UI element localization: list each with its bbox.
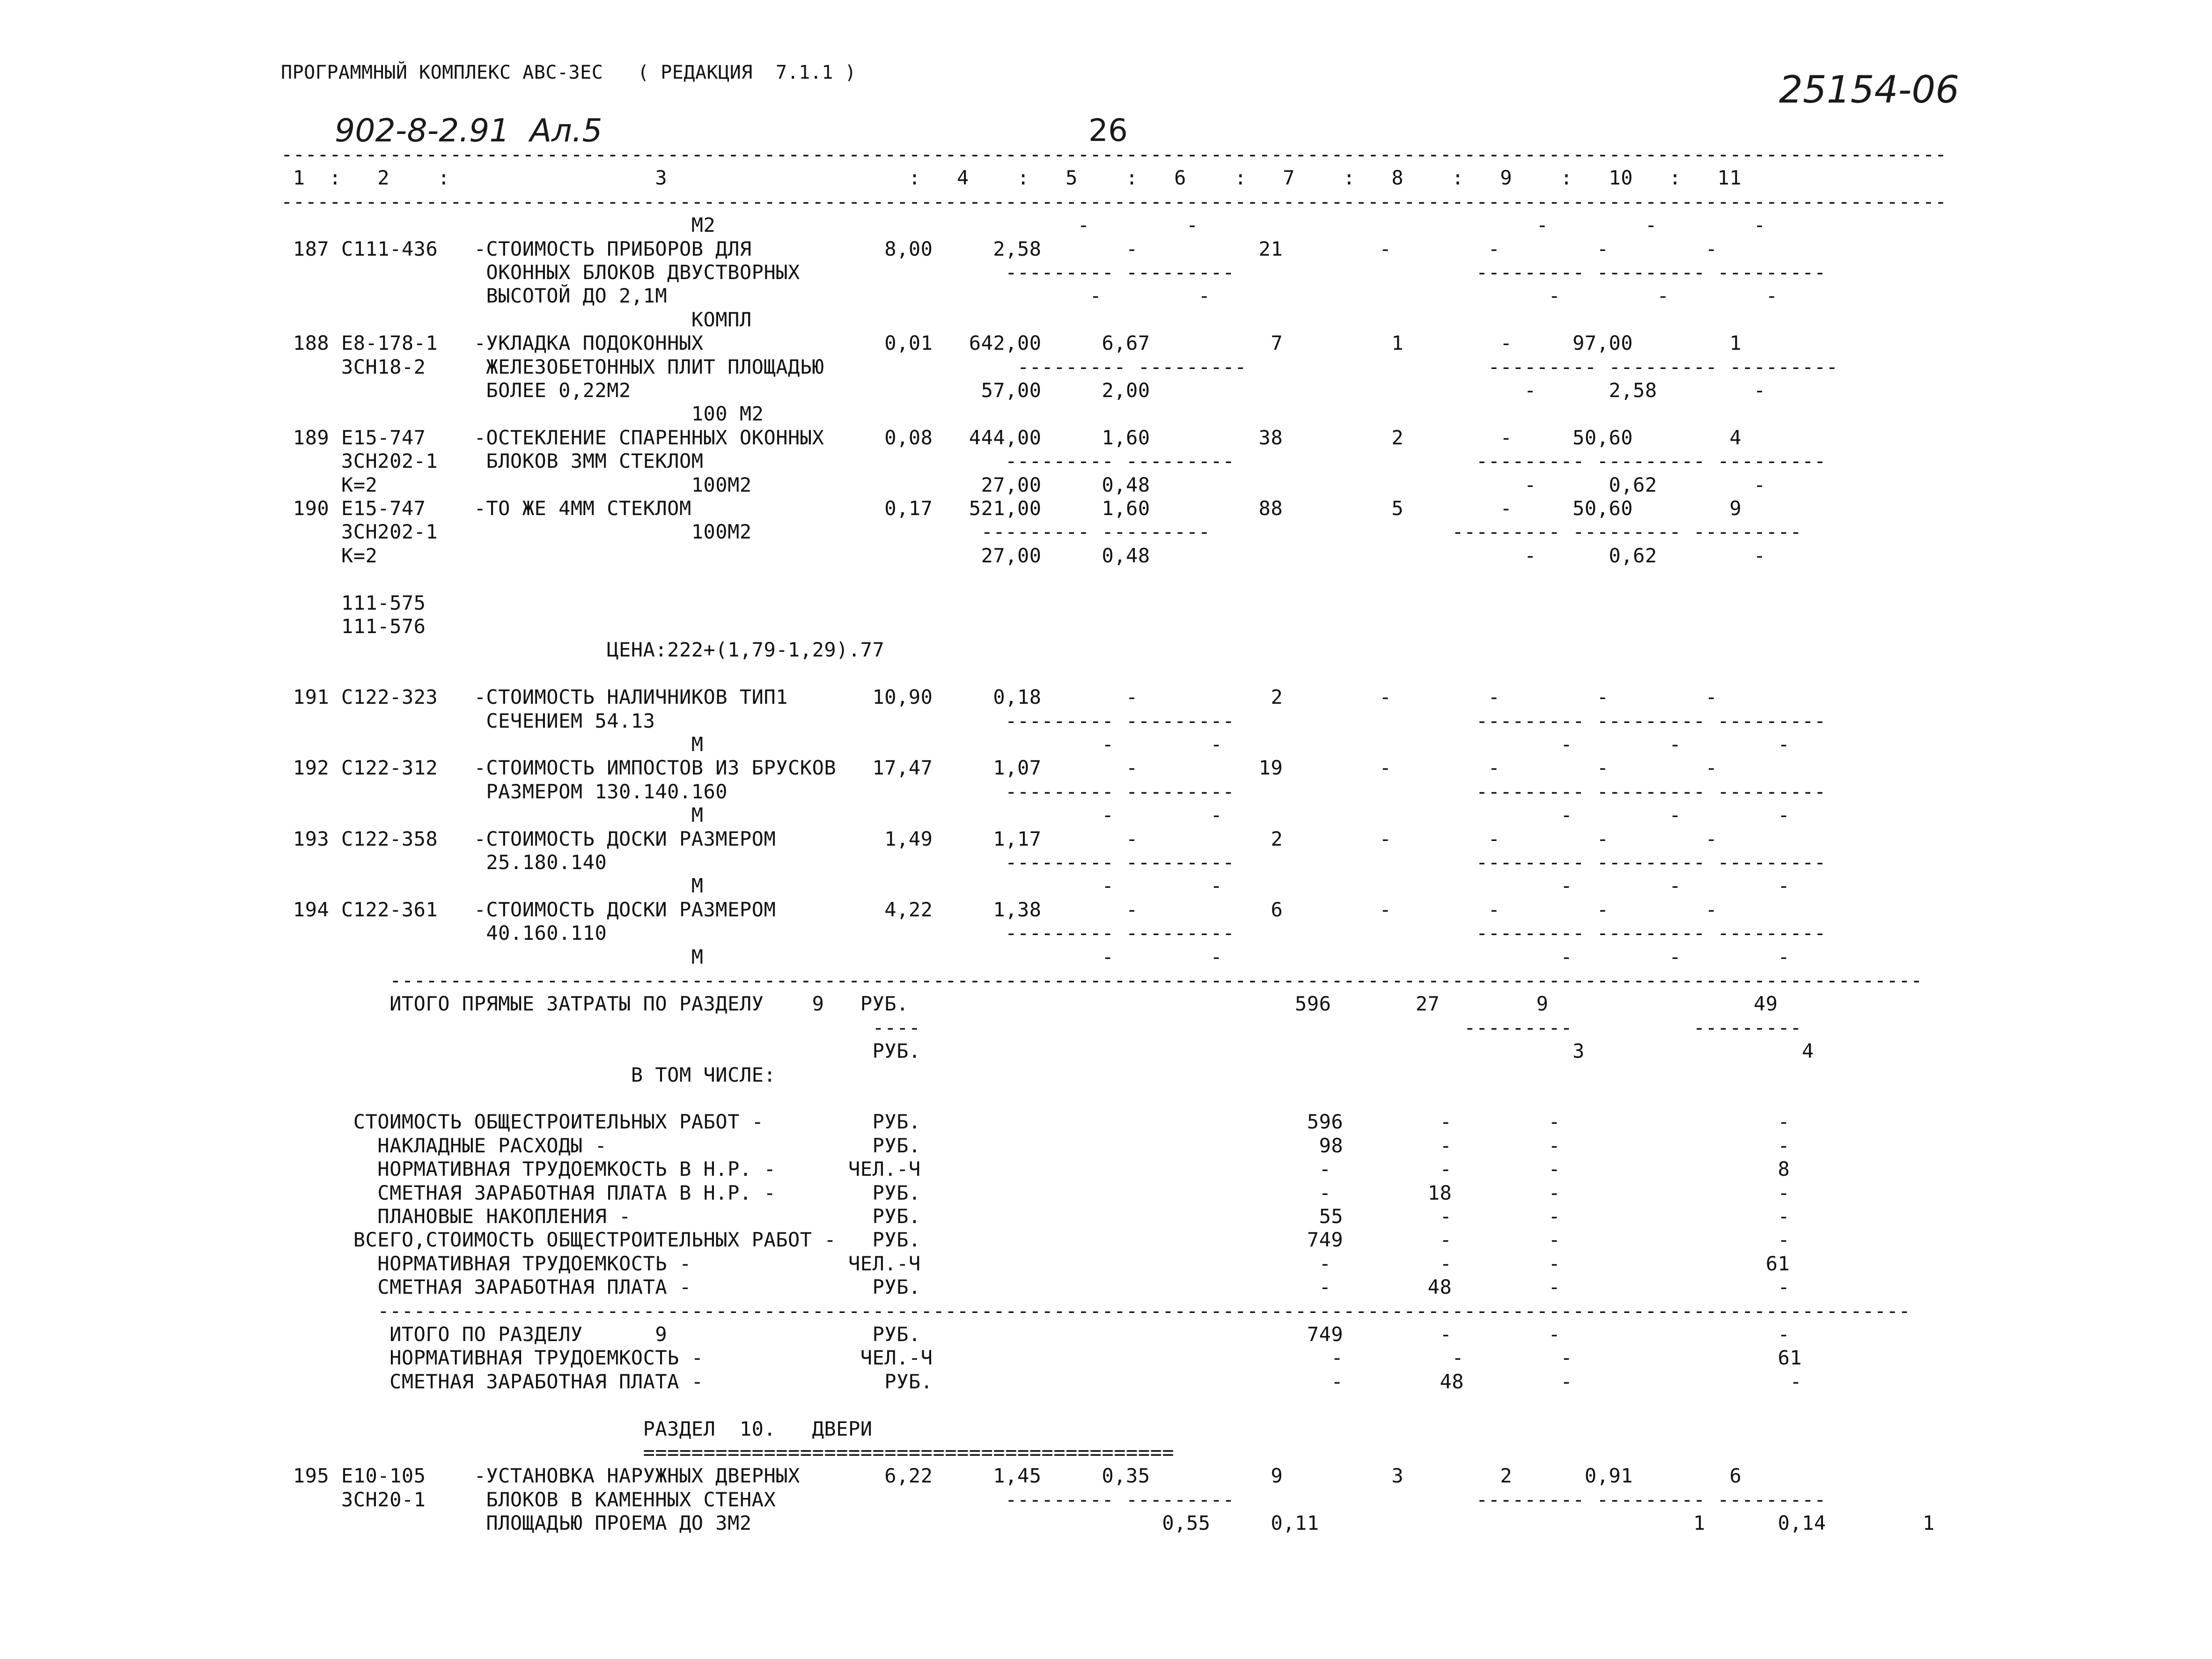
table-line: НОРМАТИВНАЯ ТРУДОЕМКОСТЬ В Н.Р. - ЧЕЛ.-Ч - - - 8 <box>281 1158 1790 1181</box>
table-line: В ТОМ ЧИСЛЕ: <box>281 1063 776 1086</box>
table-line: М - - - - - <box>281 945 1790 968</box>
table-line: М - - - - - <box>281 804 1790 827</box>
table-line: 188 Е8-178-1 -УКЛАДКА ПОДОКОННЫХ 0,01 642,00 6,67 7 1 - 97,00 1 <box>281 332 1742 355</box>
table-line: 40.160.110 --------- --------- --------- --------- --------- <box>281 922 1826 945</box>
table-line: РУБ. 3 4 <box>281 1040 1814 1063</box>
table-line: 190 Е15-747 -ТО ЖЕ 4ММ СТЕКЛОМ 0,17 521,00 1,60 88 5 - 50,60 9 <box>281 497 1742 520</box>
table-line: ---- --------- --------- <box>281 1016 1802 1039</box>
table-line: 3СН202-1 БЛОКОВ 3ММ СТЕКЛОМ --------- --------- --------- --------- --------- <box>281 450 1826 473</box>
table-line: КОМПЛ <box>281 308 752 331</box>
table-line: ------------------------------------------------------------------------------------------------------------------------------------------ <box>281 143 1947 166</box>
table-line: СЕЧЕНИЕМ 54.13 --------- --------- --------- --------- --------- <box>281 709 1826 732</box>
table-line: 193 С122-358 -СТОИМОСТЬ ДОСКИ РАЗМЕРОМ 1,49 1,17 - 2 - - - - <box>281 827 1718 850</box>
table-line: К=2 100М2 27,00 0,48 - 0,62 - <box>281 473 1766 496</box>
table-line: ------------------------------------------------------------------------------------------------------------------------------------------ <box>281 190 1947 213</box>
table-line: 192 С122-312 -СТОИМОСТЬ ИМПОСТОВ ИЗ БРУСКОВ 17,47 1,07 - 19 - - - - <box>281 756 1718 780</box>
table-line: ВЫСОТОЙ ДО 2,1М - - - - - <box>281 284 1778 308</box>
table-line: ВСЕГО,СТОИМОСТЬ ОБЩЕСТРОИТЕЛЬНЫХ РАБОТ - РУБ. 749 - - - <box>281 1228 1790 1252</box>
table-line: НОРМАТИВНАЯ ТРУДОЕМКОСТЬ - ЧЕЛ.-Ч - - - 61 <box>281 1252 1790 1275</box>
table-line: 3СН20-1 БЛОКОВ В КАМЕННЫХ СТЕНАХ --------- --------- --------- --------- --------- <box>281 1488 1826 1511</box>
table-line: 111-576 <box>281 615 426 638</box>
table-line: ЦЕНА:222+(1,79-1,29).77 <box>281 638 885 662</box>
table-line: 189 Е15-747 -ОСТЕКЛЕНИЕ СПАРЕННЫХ ОКОННЫХ 0,08 444,00 1,60 38 2 - 50,60 4 <box>281 426 1742 449</box>
table-line: 100 М2 <box>281 402 764 426</box>
table-line: СМЕТНАЯ ЗАРАБОТНАЯ ПЛАТА В Н.Р. - РУБ. - 18 - - <box>281 1181 1790 1204</box>
page-number: 26 <box>1088 112 1128 148</box>
table-line: СТОИМОСТЬ ОБЩЕСТРОИТЕЛЬНЫХ РАБОТ - РУБ. 596 - - - <box>281 1110 1790 1134</box>
table-line: СМЕТНАЯ ЗАРАБОТНАЯ ПЛАТА - РУБ. - 48 - - <box>281 1370 1802 1393</box>
table-line: 1 : 2 : 3 : 4 : 5 : 6 : 7 : 8 : 9 : 10 : 11 <box>281 166 1742 190</box>
table-line: НОРМАТИВНАЯ ТРУДОЕМКОСТЬ - ЧЕЛ.-Ч - - - 61 <box>281 1346 1802 1370</box>
table-line: БОЛЕЕ 0,22М2 57,00 2,00 - 2,58 - <box>281 379 1766 402</box>
table-line: ------------------------------------------------------------------------------------------------------------------------------- <box>281 1299 1911 1322</box>
table-line: СМЕТНАЯ ЗАРАБОТНАЯ ПЛАТА - РУБ. - 48 - - <box>281 1276 1790 1299</box>
table-line: К=2 27,00 0,48 - 0,62 - <box>281 544 1766 567</box>
table-line: ИТОГО ПРЯМЫЕ ЗАТРАТЫ ПО РАЗДЕЛУ 9 РУБ. 596 27 9 49 <box>281 992 1778 1016</box>
table-line: ИТОГО ПО РАЗДЕЛУ 9 РУБ. 749 - - - <box>281 1323 1790 1346</box>
table-line: НАКЛАДНЫЕ РАСХОДЫ - РУБ. 98 - - - <box>281 1134 1790 1157</box>
table-line: 187 С111-436 -СТОИМОСТЬ ПРИБОРОВ ДЛЯ 8,00 2,58 - 21 - - - - <box>281 237 1718 260</box>
table-line: 191 С122-323 -СТОИМОСТЬ НАЛИЧНИКОВ ТИП1 10,90 0,18 - 2 - - - - <box>281 686 1718 709</box>
table-line: ОКОННЫХ БЛОКОВ ДВУСТВОРНЫХ --------- --------- --------- --------- --------- <box>281 261 1826 284</box>
table-line: ============================================ <box>281 1441 1175 1464</box>
table-line: М - - - - - <box>281 733 1790 756</box>
table-line: РАЗДЕЛ 10. ДВЕРИ <box>281 1417 873 1440</box>
table-line: ПЛОЩАДЬЮ ПРОЕМА ДО 3М2 0,55 0,11 1 0,14 1 <box>281 1512 1935 1535</box>
table-line: 3СН202-1 100М2 --------- --------- --------- --------- --------- <box>281 520 1802 544</box>
handwritten-sheet-reference: 902-8-2.91 Ал.5 <box>335 112 603 149</box>
table-line: 195 Е10-105 -УСТАНОВКА НАРУЖНЫХ ДВЕРНЫХ 6,22 1,45 0,35 9 3 2 0,91 6 <box>281 1464 1742 1488</box>
table-line: М2 - - - - - <box>281 214 1766 237</box>
table-line: 111-575 <box>281 591 426 614</box>
table-line: РАЗМЕРОМ 130.140.160 --------- --------- --------- --------- --------- <box>281 780 1826 803</box>
handwritten-document-number: 25154-06 <box>1779 68 1960 111</box>
table-line: 3СН18-2 ЖЕЛЕЗОБЕТОННЫХ ПЛИТ ПЛОЩАДЬЮ --------- --------- --------- --------- --------- <box>281 355 1838 378</box>
table-line: М - - - - - <box>281 874 1790 898</box>
table-line: ------------------------------------------------------------------------------------------------------------------------------- <box>281 969 1923 992</box>
table-line: ПЛАНОВЫЕ НАКОПЛЕНИЯ - РУБ. 55 - - - <box>281 1205 1790 1228</box>
program-header: ПРОГРАММНЫЙ КОМПЛЕКС АВС-3ЕС ( РЕДАКЦИЯ 7.1.1 ) <box>281 62 857 83</box>
table-line: 25.180.140 --------- --------- --------- --------- --------- <box>281 851 1826 874</box>
table-line: 194 С122-361 -СТОИМОСТЬ ДОСКИ РАЗМЕРОМ 4,22 1,38 - 6 - - - - <box>281 898 1718 921</box>
